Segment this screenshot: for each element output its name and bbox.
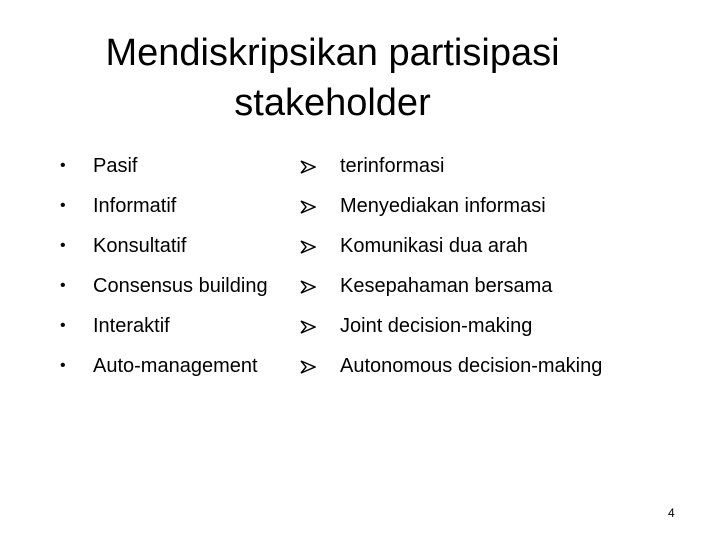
participation-description: Menyediakan informasi	[340, 195, 546, 217]
list-item	[0, 186, 720, 226]
participation-description: Kesepahaman bersama	[340, 275, 553, 297]
list-item	[0, 266, 720, 306]
bullet-icon: •	[60, 237, 66, 254]
slide-title-line-1: Mendiskripsikan partisipasi	[105, 32, 560, 74]
bullet-icon: •	[60, 197, 66, 214]
participation-level: Pasif	[93, 155, 138, 177]
slide-title-line-2: stakeholder	[234, 82, 431, 124]
list-item	[0, 306, 720, 346]
arrow-bullet-icon	[300, 160, 316, 174]
page-number: 4	[668, 506, 675, 520]
participation-description: Komunikasi dua arah	[340, 235, 528, 257]
arrow-bullet-icon	[300, 240, 316, 254]
bullet-icon: •	[60, 157, 66, 174]
arrow-bullet-icon	[300, 280, 316, 294]
participation-list	[0, 146, 720, 386]
bullet-icon: •	[60, 357, 66, 374]
slide-title	[0, 28, 665, 128]
list-item	[0, 346, 720, 386]
arrow-bullet-icon	[300, 320, 316, 334]
participation-level: Consensus building	[93, 275, 268, 297]
participation-level: Auto-management	[93, 355, 258, 377]
bullet-icon: •	[60, 317, 66, 334]
arrow-bullet-icon	[300, 200, 316, 214]
participation-level: Interaktif	[93, 315, 170, 337]
list-item	[0, 146, 720, 186]
participation-description: Autonomous decision-making	[340, 355, 603, 377]
bullet-icon: •	[60, 277, 66, 294]
arrow-bullet-icon	[300, 360, 316, 374]
participation-level: Konsultatif	[93, 235, 187, 257]
participation-level: Informatif	[93, 195, 177, 217]
list-item	[0, 226, 720, 266]
participation-description: Joint decision-making	[340, 315, 533, 337]
participation-description: terinformasi	[340, 155, 445, 177]
